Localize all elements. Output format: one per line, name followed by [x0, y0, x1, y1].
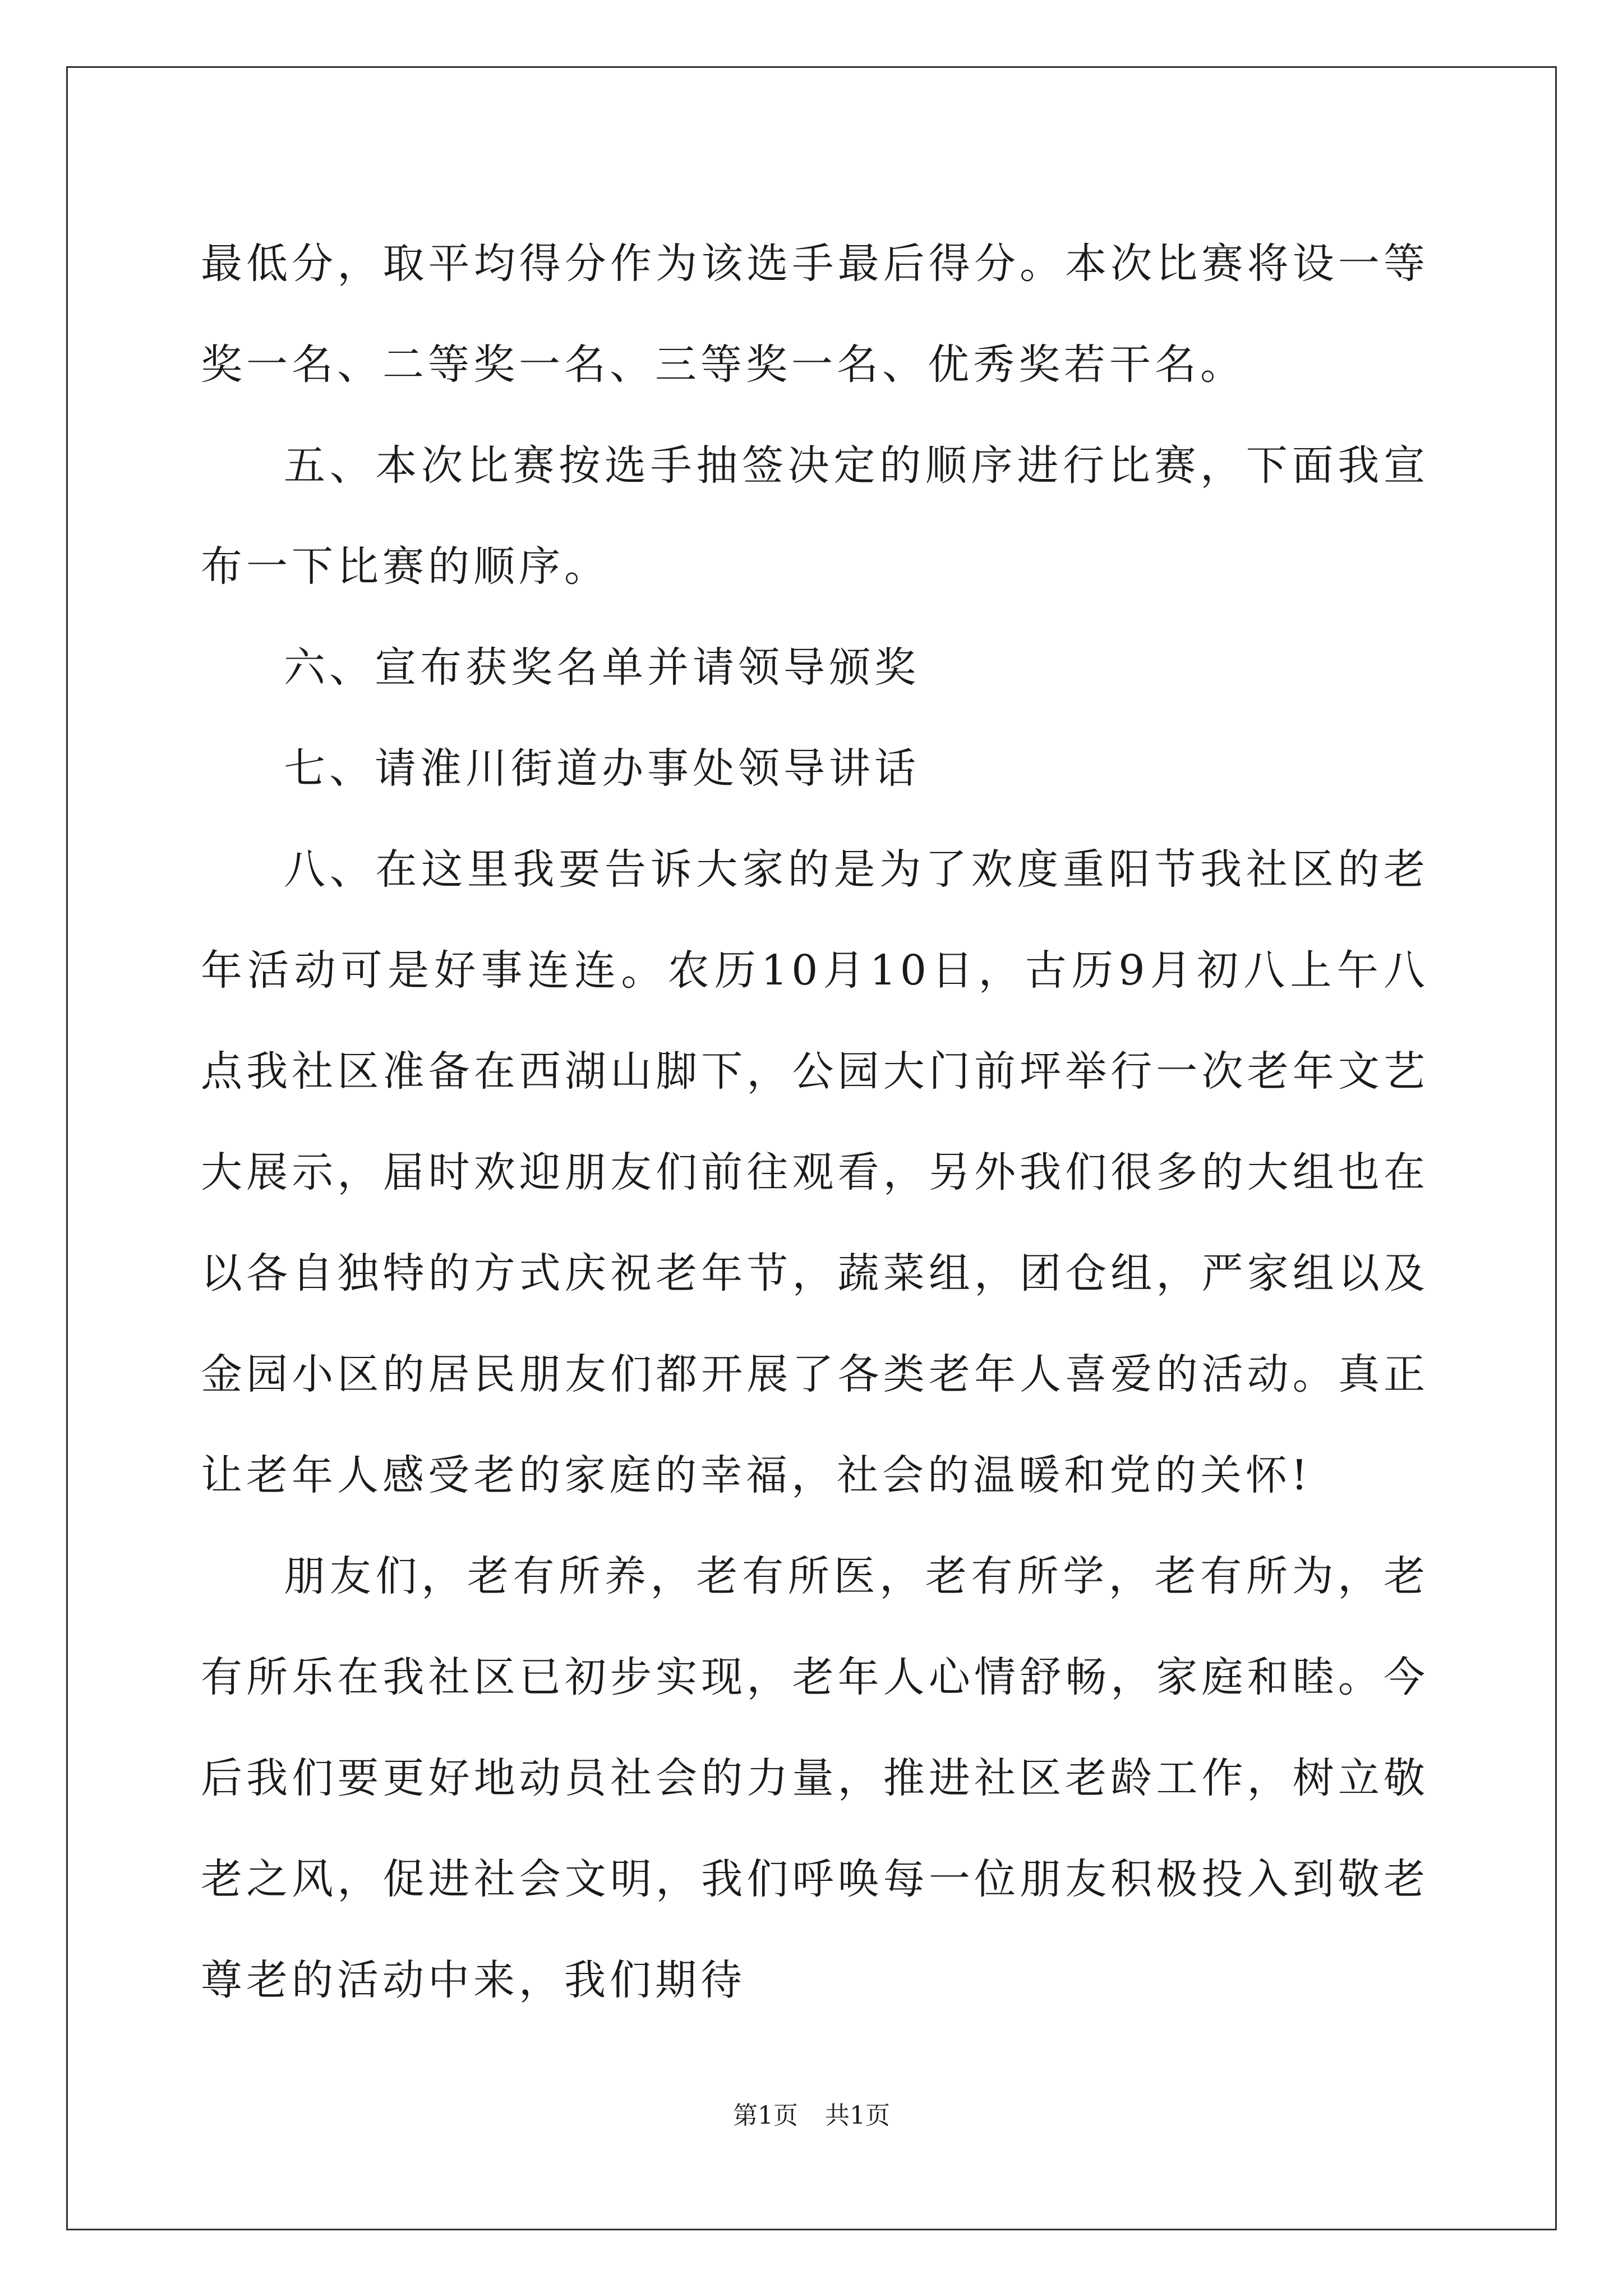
page-total: 共1页: [825, 2101, 890, 2130]
paragraph-item-5: 五、本次比赛按选手抽签决定的顺序进行比赛，下面我宣布一下比赛的顺序。: [201, 441, 1429, 591]
page-footer: [0, 2099, 1623, 2133]
document-body: [201, 213, 1429, 2031]
paragraph-friends: 朋友们，老有所养，老有所医，老有所学，老有所为，老有所乐在我社区已初步实现，老年人心情舒畅，家庭和睦。今后我们要更好地动员社会的力量，推进社区老龄工作，树立敬老之风，促进社会文明，我们呼唤每一位朋友积极投入到敬老尊老的活动中来，我们期待: [201, 1552, 1429, 2004]
paragraph-item-8: 八、在这里我要告诉大家的是为了欢度重阳节我社区的老年活动可是好事连连。农历10月10日，古历9月初八上午八点我社区准备在西湖山脚下，公园大门前坪举行一次老年文艺大展示，届时欢迎朋友们前往观看，另外我们很多的大组也在以各自独特的方式庆祝老年节，蔬菜组，团仓组，严家组以及金园小区的居民朋友们都开展了各类老年人喜爱的活动。真正让老年人感受老的家庭的幸福，社会的温暖和党的关怀!: [201, 845, 1429, 1499]
page-number: 第1页: [733, 2101, 798, 2130]
paragraph-item-7: 七、请淮川街道办事处领导讲话: [284, 744, 920, 793]
paragraph-item-6: 六、宣布获奖名单并请领导颁奖: [284, 643, 920, 692]
paragraph-continuation: 最低分，取平均得分作为该选手最后得分。本次比赛将设一等奖一名、二等奖一名、三等奖一名、优秀奖若干名。: [201, 240, 1429, 389]
